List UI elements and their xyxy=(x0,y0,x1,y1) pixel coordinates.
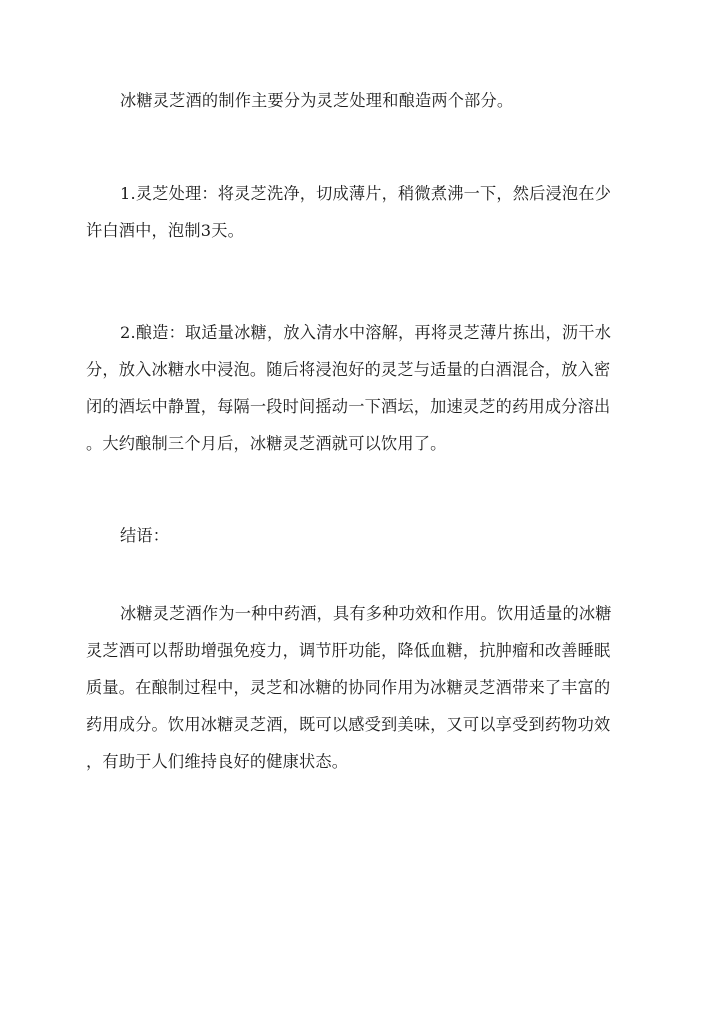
text-line: 许白酒中，泡制3天。 xyxy=(86,221,244,240)
text-line: 质量。在酿制过程中，灵芝和冰糖的协同作用为冰糖灵芝酒带来了丰富的 xyxy=(86,678,611,697)
text-line: 结语： xyxy=(120,526,170,545)
step1-paragraph xyxy=(86,175,634,249)
text-line: 2.酿造：取适量冰糖，放入清水中溶解，再将灵芝薄片拣出，沥干水 xyxy=(120,323,612,342)
text-line: 。大约酿制三个月后，冰糖灵芝酒就可以饮用了。 xyxy=(86,434,447,453)
conclusion-paragraph xyxy=(86,595,634,780)
text-line: 冰糖灵芝酒作为一种中药酒，具有多种功效和作用。饮用适量的冰糖 xyxy=(120,604,612,623)
text-line: ，有助于人们维持良好的健康状态。 xyxy=(86,752,349,771)
conclusion-heading xyxy=(86,517,634,554)
text-line: 灵芝酒可以帮助增强免疫力，调节肝功能，降低血糖，抗肿瘤和改善睡眠 xyxy=(86,641,611,660)
text-line: 1.灵芝处理：将灵芝洗净，切成薄片，稍微煮沸一下，然后浸泡在少 xyxy=(120,184,612,203)
text-line: 药用成分。饮用冰糖灵芝酒，既可以感受到美味，又可以享受到药物功效 xyxy=(86,715,611,734)
step2-paragraph xyxy=(86,314,634,462)
text-line: 闭的酒坛中静置，每隔一段时间摇动一下酒坛，加速灵芝的药用成分溶出 xyxy=(86,397,611,416)
text-line: 分，放入冰糖水中浸泡。随后将浸泡好的灵芝与适量的白酒混合，放入密 xyxy=(86,360,611,379)
text-line: 冰糖灵芝酒的制作主要分为灵芝处理和酿造两个部分。 xyxy=(120,91,514,110)
intro-paragraph xyxy=(86,82,634,119)
